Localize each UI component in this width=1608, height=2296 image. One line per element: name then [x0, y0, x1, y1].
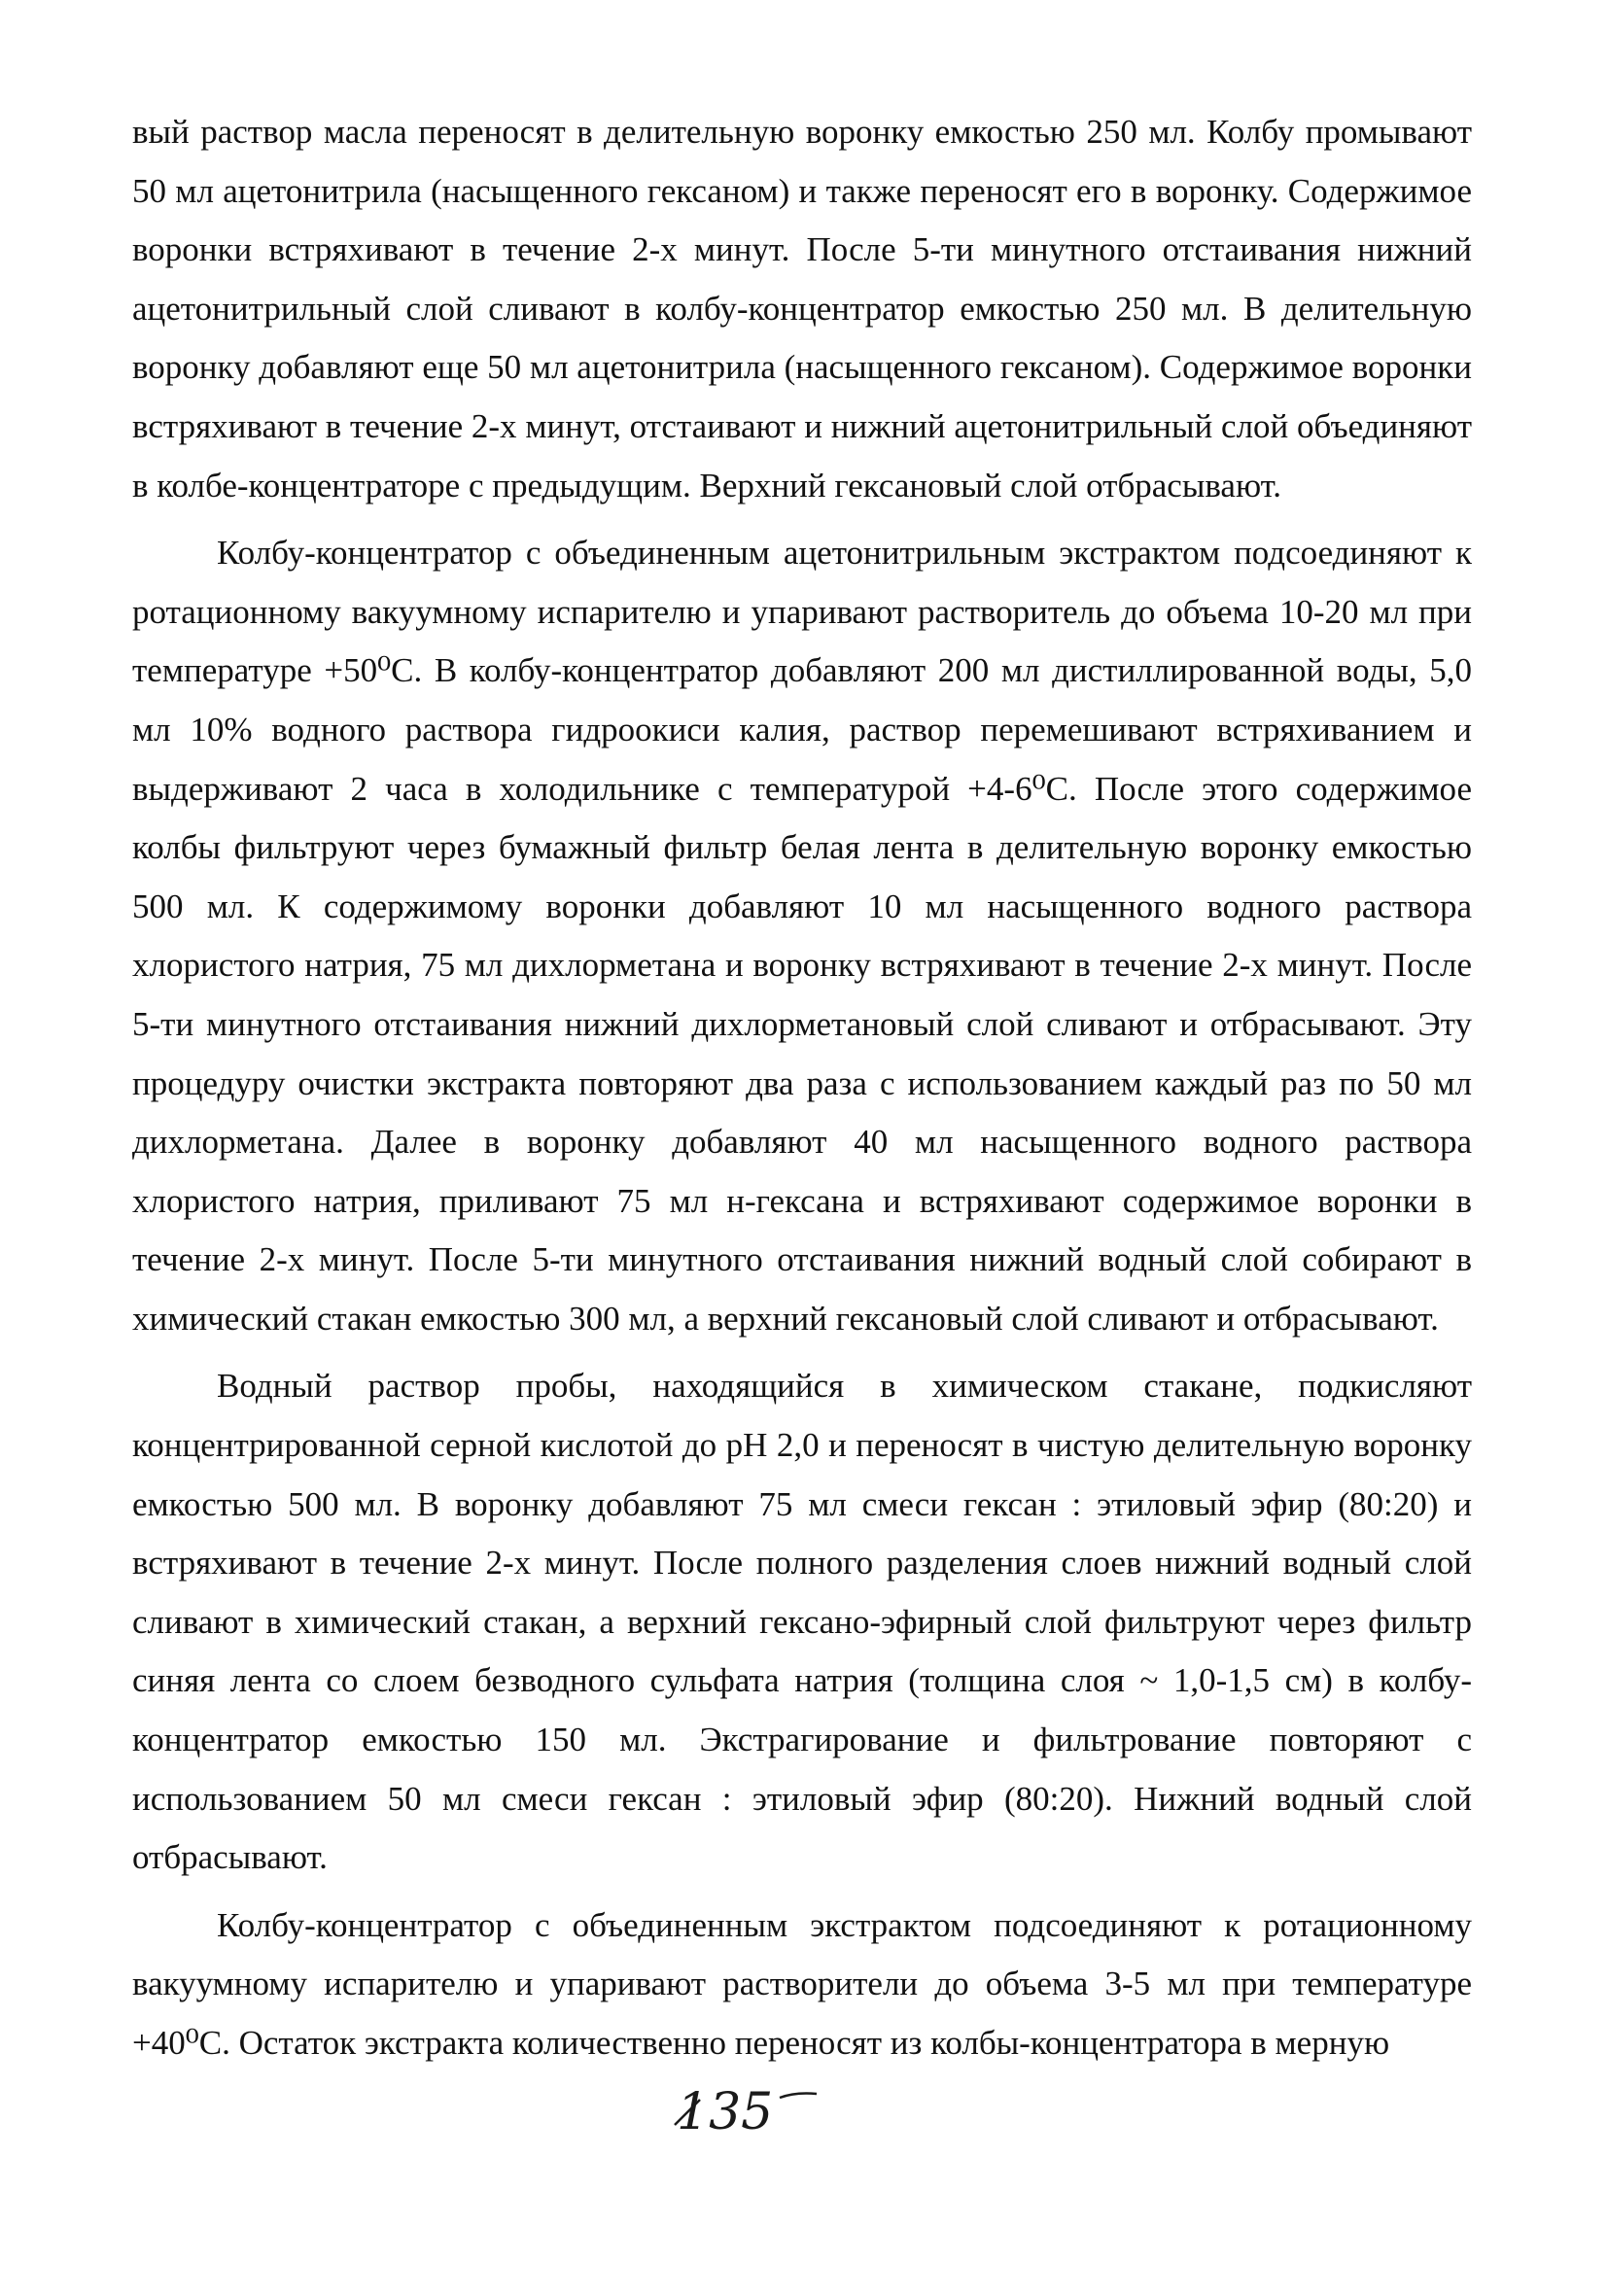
handwritten-page-number	[671, 2078, 826, 2146]
paragraph-3: Водный раствор пробы, находящийся в химическом стакане, подкисляют концентрированной серной кислотой до pH 2,0 и переносят в чистую делительную воронку емкостью 500 мл. В воронку добавляют 75 мл смеси гексан : этиловый эфир (80:20) и встряхивают в течение 2-х минут. После полного разделения слоев нижний водный слой сливают в химический стакан, а верхний гексано-эфирный слой фильтруют через фильтр синяя лента со слоем безводного сульфата натрия (толщина слоя ~ 1,0-1,5 см) в колбу-концентратор емкостью 150 мл. Экстрагирование и фильтрование повторяют с использованием 50 мл смеси гексан : этиловый эфир (80:20). Нижний водный слой отбрасывают.	[132, 1367, 1472, 1877]
paragraph-4: Колбу-концентратор с объединенным экстрактом подсоединяют к ротационному вакуумному испарителю и упаривают растворители до объема 3-5 мл при температуре +40⁰С. Остаток экстракта количественно переносят из колбы-концентратора в мерную	[132, 1905, 1472, 2062]
paragraph-2: Колбу-концентратор с объединенным ацетонитрильным экстрактом подсоединяют к ротационному вакуумному испарителю и упаривают растворитель до объема 10-20 мл при температуре +50⁰С. В колбу-концентратор добавляют 200 мл дистиллированной воды, 5,0 мл 10% водного раствора гидроокиси калия, раствор перемешивают встряхиванием и выдерживают 2 часа в холодильнике с температурой +4-6⁰С. После этого содержимое колбы фильтруют через бумажный фильтр белая лента в делительную воронку емкостью 500 мл. К содержимому воронки добавляют 10 мл насыщенного водного раствора хлористого натрия, 75 мл дихлорметана и воронку встряхивают в течение 2-х минут. После 5-ти минутного отстаивания нижний дихлорметановый слой сливают и отбрасывают. Эту процедуру очистки экстракта повторяют два раза с использованием каждый раз по 50 мл дихлорметана. Далее в воронку добавляют 40 мл насыщенного водного раствора хлористого натрия, приливают 75 мл н-гексана и встряхивают содержимое воронки в течение 2-х минут. После 5-ти минутного отстаивания нижний водный слой собирают в химический стакан емкостью 300 мл, а верхний гексановый слой сливают и отбрасывают.	[132, 534, 1472, 1338]
page-number-text: 135	[677, 2083, 774, 2141]
page-number-drawing	[671, 2078, 826, 2146]
page-number-flourish	[780, 2094, 817, 2099]
body-text	[132, 103, 1472, 2073]
paragraph-1: вый раствор масла переносят в делительную воронку емкостью 250 мл. Колбу промывают 50 мл ацетонитрила (насыщенного гексаном) и также переносят его в воронку. Содержимое воронки встряхивают в течение 2-х минут. После 5-ти минутного отстаивания нижний ацетонитрильный слой сливают в колбу-концентратор емкостью 250 мл. В делительную воронку добавляют еще 50 мл ацетонитрила (насыщенного гексаном). Содержимое воронки встряхивают в течение 2-х минут, отстаивают и нижний ацетонитрильный слой объединяют в колбе-концентраторе с предыдущим. Верхний гексановый слой отбрасывают.	[132, 113, 1472, 504]
